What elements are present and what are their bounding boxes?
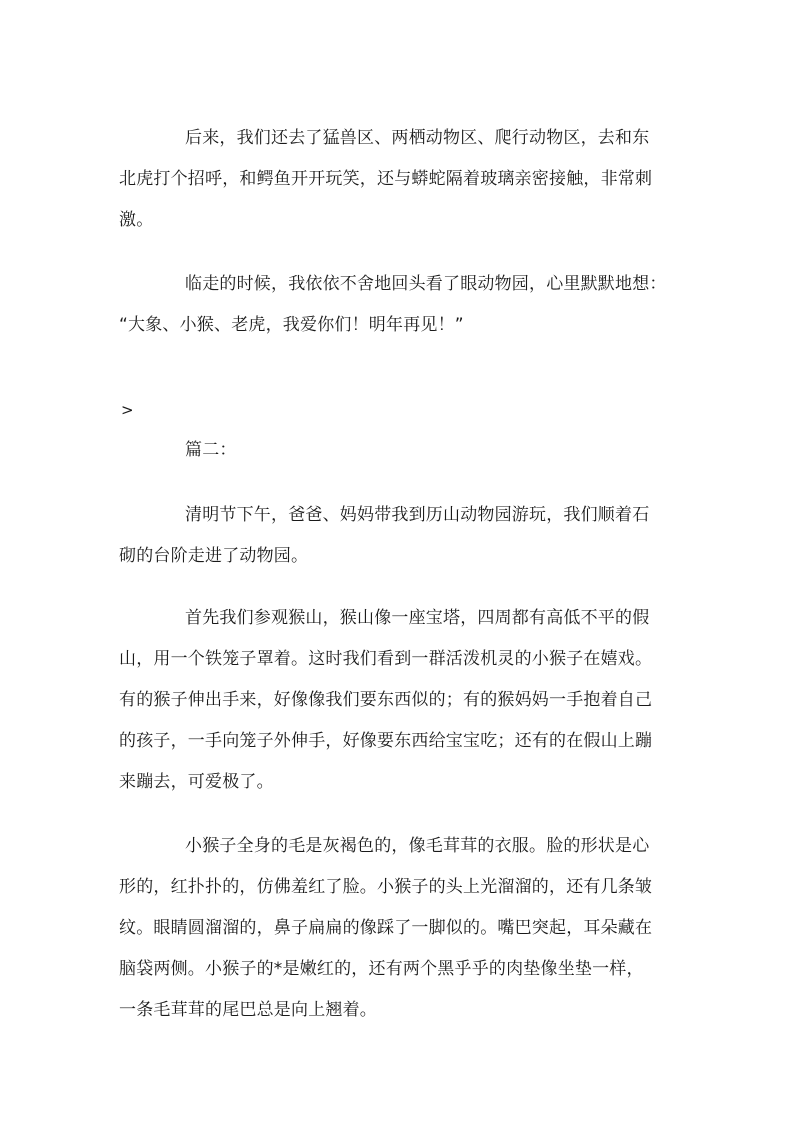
text-line: 的孩子，一手向笼子外伸手，好像要东西给宝宝吃；还有的在假山上蹦 — [119, 731, 653, 751]
text-line: 清明节下午，爸爸、妈妈带我到历山动物园游玩，我们顺着石 — [185, 505, 650, 525]
section-heading — [119, 430, 679, 471]
paragraph-monkey-description — [119, 826, 679, 1031]
text-line: 首先我们参观猴山，猴山像一座宝塔，四周都有高低不平的假 — [185, 608, 650, 628]
text-line: 形的，红扑扑的，仿佛羞红了脸。小猴子的头上光溜溜的，还有几条皱 — [119, 877, 653, 897]
text-line: 激。 — [119, 210, 154, 230]
paragraph-qingming-visit — [119, 495, 679, 577]
text-line: 北虎打个招呼，和鳄鱼开开玩笑，还与蟒蛇隔着玻璃亲密接触，非常刺 — [119, 169, 653, 189]
text-line: 小猴子全身的毛是灰褐色的，像毛茸茸的衣服。脸的形状是心 — [185, 836, 650, 856]
text-line: 后来，我们还去了猛兽区、两栖动物区、爬行动物区，去和东 — [185, 128, 650, 148]
heading-text: 篇二： — [185, 440, 237, 460]
text-line: 脑袋两侧。小猴子的*是嫩红的，还有两个黑乎乎的肉垫像坐垫一样， — [119, 959, 644, 979]
text-line: 一条毛茸茸的尾巴总是向上翘着。 — [119, 1000, 377, 1020]
paragraph-zoo-areas — [119, 118, 679, 241]
text-line: 临走的时候，我依依不舍地回头看了眼动物园，心里默默地想： — [185, 274, 667, 294]
text-line: 有的猴子伸出手来，好像像我们要东西似的；有的猴妈妈一手抱着自己 — [119, 690, 653, 710]
text-line: 山，用一个铁笼子罩着。这时我们看到一群活泼机灵的小猴子在嬉戏。 — [119, 649, 653, 669]
paragraph-monkey-hill — [119, 598, 679, 803]
text-line: 来蹦去，可爱极了。 — [119, 772, 274, 792]
section-marker: > — [121, 401, 134, 419]
text-line: 纹。眼睛圆溜溜的，鼻子扁扁的像踩了一脚似的。嘴巴突起，耳朵藏在 — [119, 918, 653, 938]
text-line: “大象、小猴、老虎，我爱你们！明年再见！” — [119, 315, 464, 335]
paragraph-farewell — [119, 264, 679, 346]
text-line: 砌的台阶走进了动物园。 — [119, 546, 309, 566]
